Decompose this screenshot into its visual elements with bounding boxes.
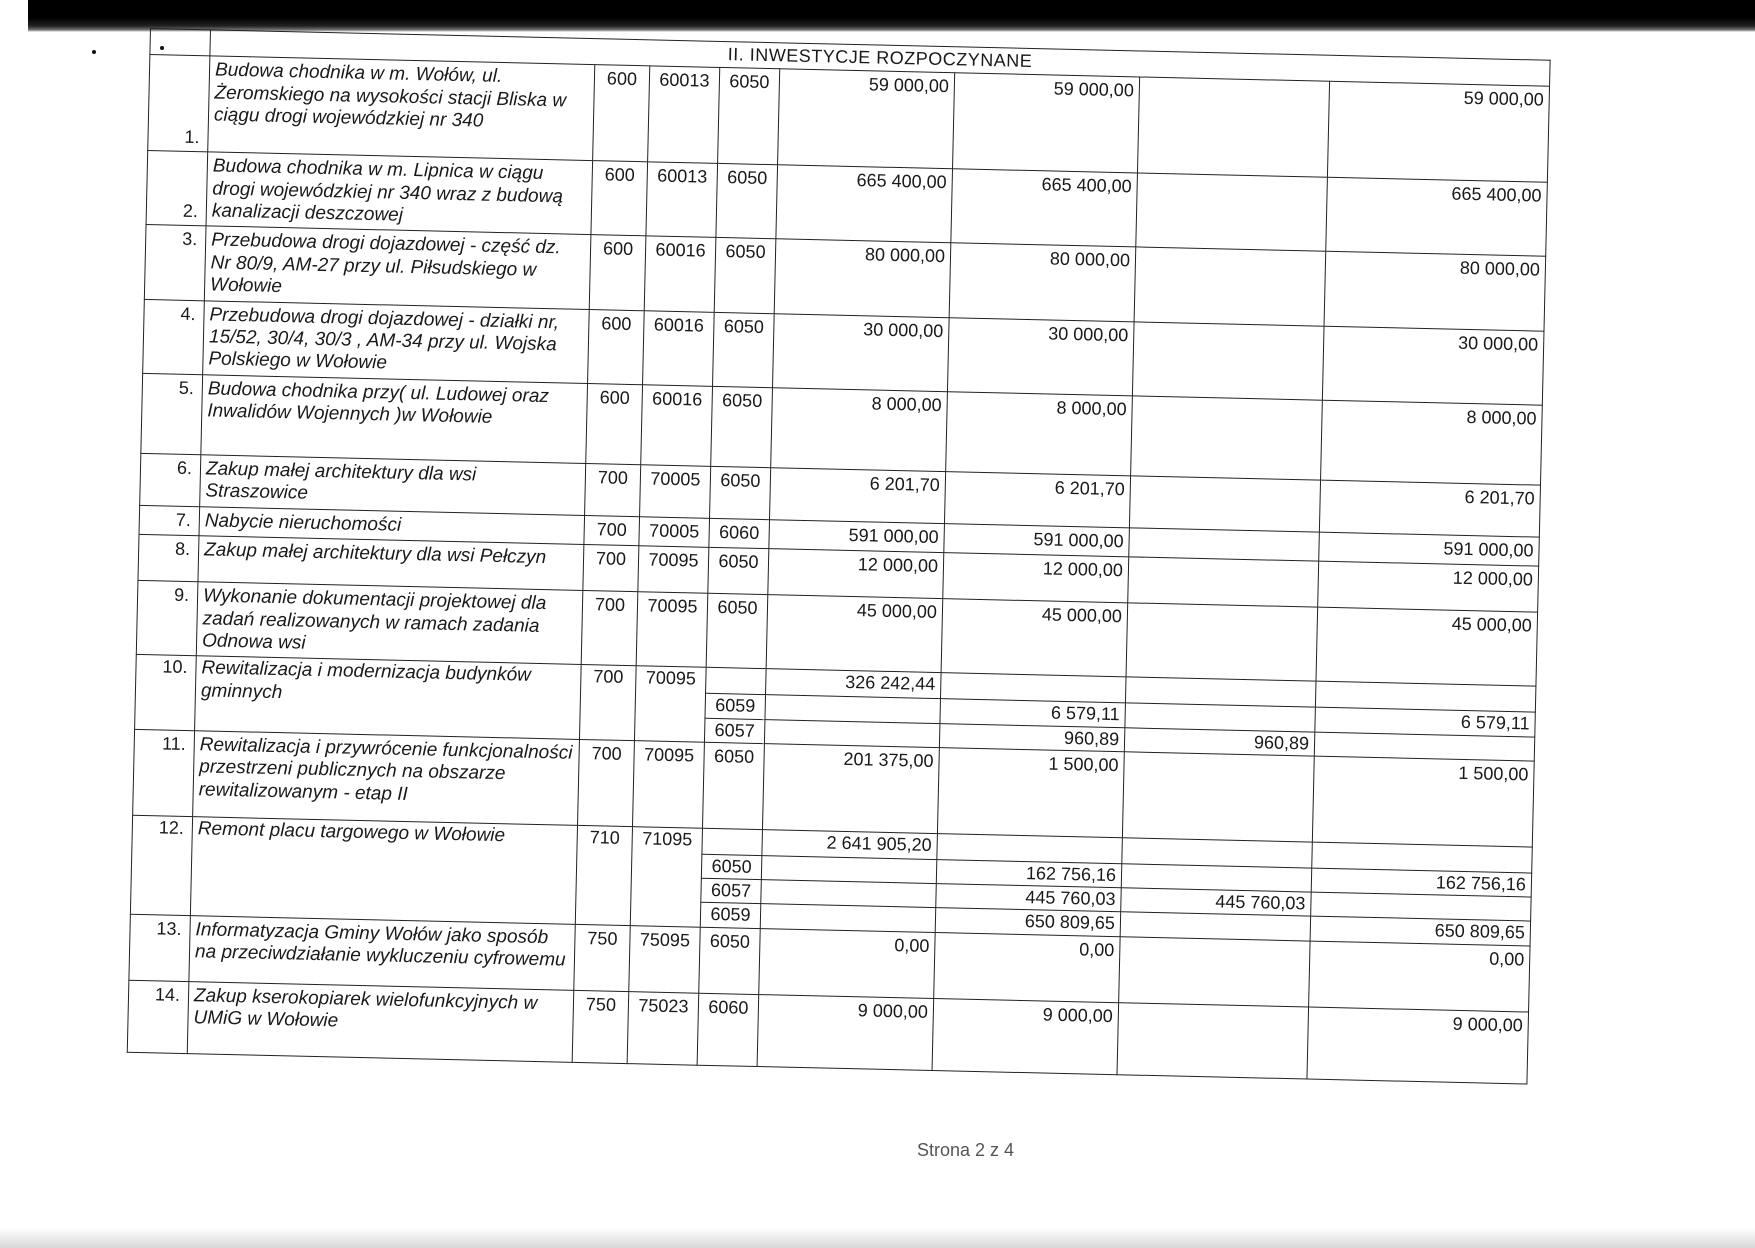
amount-col4: 665 400,00 (1326, 177, 1548, 256)
row-number: 1. (148, 55, 210, 152)
amount-col3: 960,89 (1124, 727, 1315, 756)
row-number: 9. (136, 580, 198, 656)
row-number: 5. (141, 373, 203, 454)
paragraf-code: 6050 (711, 386, 773, 467)
row-number: 8. (138, 534, 199, 581)
amount-col4: 80 000,00 (1324, 252, 1546, 331)
dzial-code: 600 (589, 235, 646, 310)
dzial-code: 700 (584, 515, 640, 546)
task-name: Remont placu targowego w Wołowie (190, 816, 577, 923)
total-amount: 201 375,00 (762, 743, 939, 833)
total-amount: 8 000,00 (771, 388, 948, 472)
paragraf-code: 6050 (706, 593, 768, 669)
row-number: 3. (144, 225, 206, 301)
amount-col3: 445 760,03 (1121, 888, 1312, 917)
amount-col4: 59 000,00 (1327, 82, 1549, 183)
dzial-code: 750 (572, 990, 629, 1063)
row-number: 13. (129, 914, 190, 981)
scan-speck (92, 50, 96, 54)
paragraf-code: 6050 (710, 466, 771, 519)
rozdzial-code: 70095 (636, 592, 708, 668)
amount-col2: 8 000,00 (946, 392, 1133, 476)
row-number: 6. (140, 453, 201, 506)
paragraf-code (706, 668, 767, 695)
paragraf-code: 6060 (709, 518, 770, 549)
total-amount: 326 242,44 (766, 669, 942, 699)
task-name: Informatyzacja Gminy Wołów jako sposób na przeciwdziałanie wykluczeniu cyfrowemu (189, 915, 575, 990)
paragraf-code: 6050 (718, 68, 780, 165)
paragraf-code: 6050 (716, 164, 778, 240)
row-number: 14. (127, 980, 189, 1053)
amount-col2: 445 760,03 (936, 884, 1122, 912)
paragraf-code: 6050 (708, 547, 769, 594)
total-amount: 59 000,00 (778, 69, 955, 169)
rozdzial-code: 71095 (630, 826, 702, 926)
amount-col4: 6 201,70 (1319, 480, 1540, 537)
amount-col2: 9 000,00 (932, 998, 1119, 1074)
rozdzial-code: 60016 (641, 385, 713, 467)
task-name: Rewitalizacja i modernizacja budynków gminnych (195, 656, 582, 739)
row-number: 4. (143, 299, 205, 375)
rozdzial-code: 60013 (646, 162, 718, 238)
page-number: Strona 2 z 4 (916, 1140, 1015, 1160)
page-footer (0, 1140, 1755, 1161)
task-name: Zakup małej architektury dla wsi Pełczyn (198, 536, 584, 591)
paragraf-code: 6050 (713, 312, 775, 388)
task-name: Przebudowa drogi dojazdowej - część dz. Nr 80/9, AM-27 przy ul. Piłsudskiego w Wołowie (204, 226, 591, 309)
dzial-code: 600 (586, 383, 643, 464)
amount-col4: 162 756,16 (1311, 868, 1532, 897)
rozdzial-code: 70005 (639, 516, 710, 547)
dzial-code: 710 (575, 825, 632, 925)
dzial-code: 600 (591, 161, 648, 236)
amount-col3 (1131, 396, 1323, 480)
paragraf-code: 6060 (697, 993, 759, 1066)
dzial-code: 700 (583, 545, 639, 592)
total-amount: 6 201,70 (770, 468, 946, 524)
paragraf-code: 6059 (700, 902, 761, 928)
rozdzial-code: 60016 (644, 236, 716, 312)
dzial-code: 700 (578, 739, 635, 826)
scan-bottom-edge (0, 1228, 1755, 1248)
amount-col4: 8 000,00 (1321, 400, 1543, 485)
paragraf-code (702, 828, 763, 855)
section-title: II. INWESTYCJE ROZPOCZYNANE (210, 30, 1550, 87)
dzial-code: 600 (588, 309, 645, 384)
paragraf-code: 6050 (702, 742, 764, 829)
amount-col3 (1132, 322, 1324, 401)
total-amount: 12 000,00 (768, 549, 944, 599)
total-amount: 80 000,00 (774, 239, 951, 317)
amount-col2: 162 756,16 (936, 859, 1122, 887)
dzial-code: 700 (581, 591, 638, 666)
task-name: Wykonanie dokumentacji projektowej dla zadań realizowanych w ramach zadania Odnowa wsi (196, 582, 583, 665)
amount-col4: 9 000,00 (1307, 1007, 1529, 1084)
paragraf-code: 6059 (705, 694, 766, 720)
total-amount: 0,00 (759, 928, 935, 998)
rozdzial-code: 70095 (638, 546, 709, 594)
amount-col2: 1 500,00 (937, 747, 1124, 837)
rozdzial-code: 60016 (643, 310, 715, 386)
amount-col4: 591 000,00 (1319, 532, 1540, 566)
paragraf-code: 6050 (699, 927, 760, 994)
dzial-code: 750 (574, 924, 630, 991)
amount-col3 (1117, 1002, 1309, 1078)
amount-col3 (1129, 476, 1320, 532)
amount-col3 (1128, 557, 1319, 607)
amount-col2: 12 000,00 (943, 553, 1129, 603)
amount-col2: 6 579,11 (940, 699, 1126, 727)
amount-col3 (1137, 77, 1329, 177)
scan-top-border (0, 0, 1755, 32)
amount-col3 (1136, 173, 1328, 252)
amount-col4: 12 000,00 (1318, 561, 1539, 612)
total-amount: 45 000,00 (766, 595, 943, 673)
amount-col4: 6 579,11 (1315, 707, 1536, 736)
amount-col3 (1122, 752, 1314, 842)
amount-col3 (1126, 603, 1318, 682)
scan-corner (0, 0, 28, 32)
amount-col3 (1119, 936, 1310, 1006)
dzial-code: 700 (579, 665, 636, 741)
amount-col4: 45 000,00 (1316, 607, 1538, 686)
total-amount: 591 000,00 (769, 519, 945, 552)
task-name: Zakup kserokopiarek wielofunkcyjnych w UMiG w Wołowie (187, 981, 574, 1062)
task-name: Budowa chodnika w m. Lipnica w ciągu drogi wojewódzkiej nr 340 wraz z budową kanalizacji deszczowej (206, 152, 593, 235)
row-number: 7. (139, 505, 200, 536)
amount-col2: 59 000,00 (953, 73, 1140, 173)
blank-cell (150, 29, 211, 57)
amount-col3 (1134, 247, 1326, 326)
amount-col2: 960,89 (939, 723, 1125, 751)
amount-col2: 80 000,00 (949, 243, 1136, 321)
investment-table (127, 28, 1551, 1084)
task-name: Zakup małej architektury dla wsi Straszowice (200, 455, 586, 516)
amount-col4: 1 500,00 (1312, 756, 1534, 847)
paragraf-code: 6050 (714, 238, 776, 314)
rozdzial-code: 75095 (629, 925, 700, 993)
total-amount: 9 000,00 (757, 994, 934, 1070)
task-name: Budowa chodnika przy( ul. Ludowej oraz Inwalidów Wojennych )w Wołowie (201, 375, 588, 464)
amount-col4: 30 000,00 (1322, 326, 1544, 405)
amount-col2: 591 000,00 (944, 523, 1130, 557)
paragraf-code: 6057 (704, 718, 765, 744)
rozdzial-code: 70095 (634, 666, 706, 742)
task-name: Rewitalizacja i przywrócenie funkcjonalności przestrzeni publicznych na obszarze rewitalizowanym - etap II (193, 730, 580, 825)
task-name: Przebudowa drogi dojazdowej - działki nr, 15/52, 30/4, 30/3 , AM-34 przy ul. Wojska Polskiego w Wołowie (203, 300, 590, 383)
rozdzial-code: 70095 (633, 740, 705, 828)
task-name: Budowa chodnika w m. Wołów, ul. Żeromskiego na wysokości stacji Bliska w ciągu drogi wojewódzkiej nr 340 (208, 56, 595, 161)
row-number: 12. (130, 815, 192, 915)
amount-col2: 45 000,00 (941, 599, 1128, 677)
amount-col3 (1129, 528, 1320, 562)
amount-col4: 0,00 (1309, 941, 1530, 1012)
rozdzial-code: 75023 (627, 991, 699, 1065)
amount-col2: 0,00 (934, 932, 1120, 1002)
dzial-code: 700 (585, 463, 641, 516)
row-number: 2. (146, 151, 208, 227)
amount-col4: 650 809,65 (1310, 916, 1531, 945)
total-amount: 30 000,00 (773, 313, 950, 391)
amount-col2: 665 400,00 (951, 169, 1138, 247)
amount-col2: 650 809,65 (935, 908, 1121, 936)
document-sheet (125, 28, 1569, 1140)
total-amount: 2 641 905,20 (762, 829, 938, 859)
rozdzial-code: 60013 (648, 66, 720, 164)
paragraf-code: 6057 (701, 878, 762, 904)
row-number: 11. (133, 729, 195, 816)
amount-col2: 30 000,00 (947, 317, 1134, 395)
task-name: Nabycie nieruchomości (199, 506, 585, 544)
amount-col2: 6 201,70 (944, 472, 1130, 528)
rozdzial-code: 70005 (640, 465, 711, 518)
paragraf-code: 6050 (701, 854, 762, 880)
total-amount: 665 400,00 (776, 165, 953, 243)
row-number: 10. (135, 655, 197, 731)
dzial-code: 600 (593, 65, 650, 162)
